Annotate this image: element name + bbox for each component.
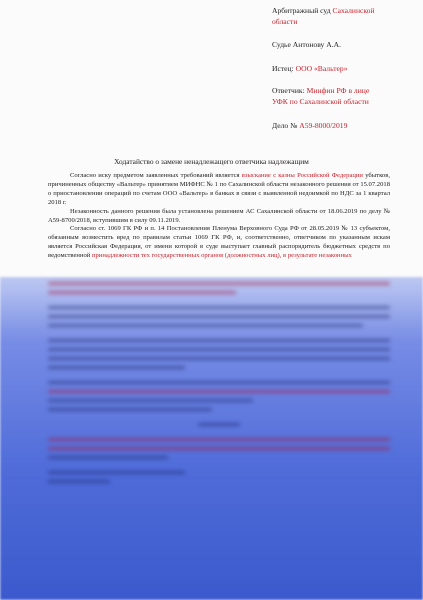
- paragraph-1: [48, 172, 390, 208]
- judge-prefix: Судье: [272, 40, 293, 49]
- plaintiff-name: ООО «Вальтер»: [295, 64, 348, 73]
- paragraph-3: [48, 225, 390, 261]
- defendant-body: УФК по Сахалинской области: [272, 96, 369, 106]
- court-addressee: [272, 6, 422, 27]
- judge-name: Антонову А.А.: [292, 40, 342, 49]
- defendant-line: [272, 86, 422, 107]
- defendant-prefix: Ответчик:: [272, 86, 307, 95]
- court-region: области: [272, 16, 298, 26]
- plaintiff-prefix: Истец:: [272, 64, 296, 73]
- paragraph-2: Незаконность данного решения была установлена решением АС Сахалинской области от 18.06.2019 по делу № А59-8700/2018, вступившим в силу 09.11.2019.: [48, 207, 390, 224]
- case-number: А59-8000/2019: [299, 121, 348, 130]
- document-body: [48, 172, 390, 261]
- paragraph-3-text: Согласно ст. 1069 ГК РФ и п. 14 Постановления Пленума Верховного Суда РФ от 28.05.2019 № 13 субъектом, обязанным возместить вред по правилам статьи 1069 ГК РФ, и, соответственно, ответчиком по указанным искам является Российская Федерация, от имени которой в суде выступает главный распорядитель бюджетных средств по ведомственной: [48, 225, 390, 260]
- paragraph-1-text-a: Согласно иску предметом заявленных требований является: [70, 172, 242, 179]
- defendant-name: Минфин РФ в лице: [306, 86, 370, 95]
- court-name: Сахалинской: [332, 6, 375, 15]
- case-prefix: Дело №: [272, 121, 300, 130]
- judge-addressee: [272, 40, 422, 51]
- court-prefix: Арбитражный суд: [272, 6, 333, 15]
- plaintiff-line: [272, 64, 422, 75]
- paragraph-3-highlight: принадлежности тех государственных органов (должностных лиц), в результате незаконных: [91, 252, 352, 260]
- paragraph-1-highlight: взыскание с казны Российской Федерации: [241, 172, 363, 179]
- paragraph-1-text-b: убытков, причиненных обществу «Вальтер» принятием МИФНС № 1 по Сахалинской области незаконного решения от 15.07.2018 о приостановлении операций по счетам ООО «Вальтер» в банках в связи с выявленной недоимкой по НДС за 1 квартал 2018 г.: [48, 172, 390, 206]
- case-number-line: [272, 121, 422, 132]
- document-title: Ходатайство о замене ненадлежащего ответчика надлежащим: [114, 157, 309, 166]
- blurred-text-block: [48, 282, 390, 582]
